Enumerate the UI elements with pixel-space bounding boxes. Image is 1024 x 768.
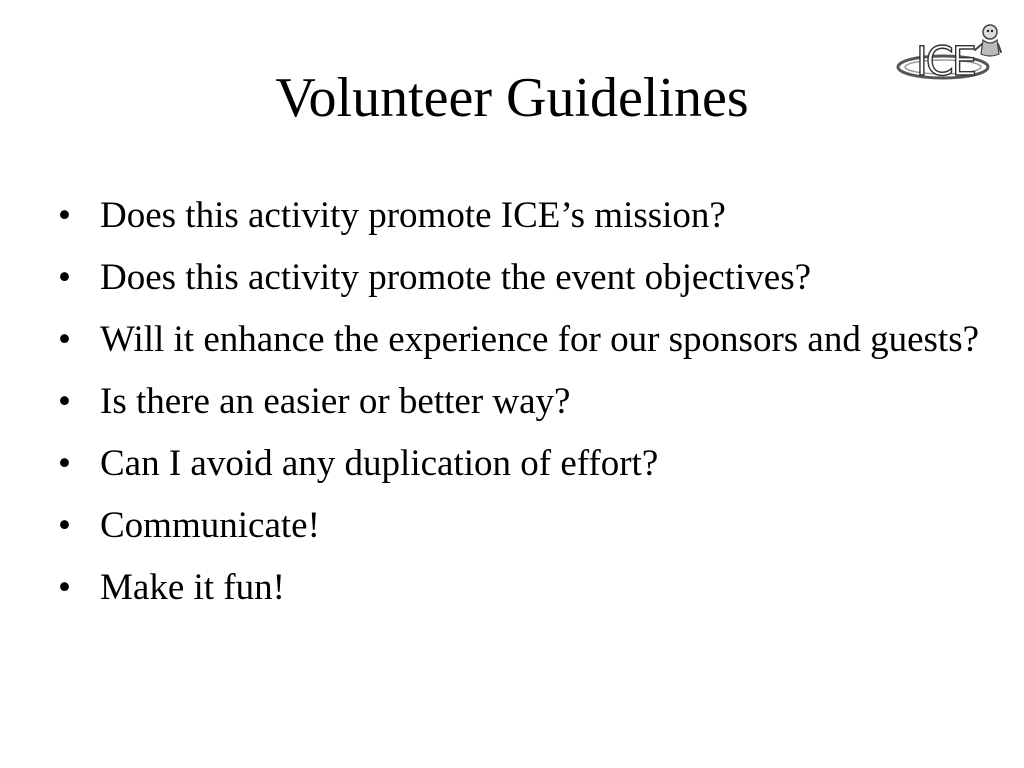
list-item xyxy=(58,374,998,429)
mascot-figure-icon xyxy=(975,25,1001,56)
bullet-text: Can I avoid any duplication of effort? xyxy=(100,443,659,484)
bullet-text: Is there an easier or better way? xyxy=(100,381,571,422)
bullet-text: Communicate! xyxy=(100,505,320,546)
slide-title: Volunteer Guidelines xyxy=(275,67,749,129)
list-item xyxy=(58,560,998,615)
bullet-list xyxy=(58,188,998,622)
list-item xyxy=(58,498,998,553)
bullet-text: Will it enhance the experience for our sponsors and guests? xyxy=(100,319,980,360)
list-item xyxy=(58,250,998,305)
ice-logo-icon xyxy=(893,20,1003,90)
list-item xyxy=(58,436,998,491)
logo-text: ICE xyxy=(916,39,975,85)
bullet-dot: • xyxy=(58,319,71,360)
list-item xyxy=(58,188,998,243)
bullet-text: Does this activity promote the event objectives? xyxy=(100,257,812,298)
bullet-dot: • xyxy=(58,567,71,608)
bullet-dot: • xyxy=(58,381,71,422)
bullet-dot: • xyxy=(58,195,71,236)
ice-logo-graphic xyxy=(893,20,1003,90)
bullet-dot: • xyxy=(58,505,71,546)
bullet-dot: • xyxy=(58,443,71,484)
list-item xyxy=(58,312,998,367)
bullet-text: Make it fun! xyxy=(100,567,285,608)
bullet-dot: • xyxy=(58,257,71,298)
bullet-text: Does this activity promote ICE’s mission? xyxy=(100,195,726,236)
